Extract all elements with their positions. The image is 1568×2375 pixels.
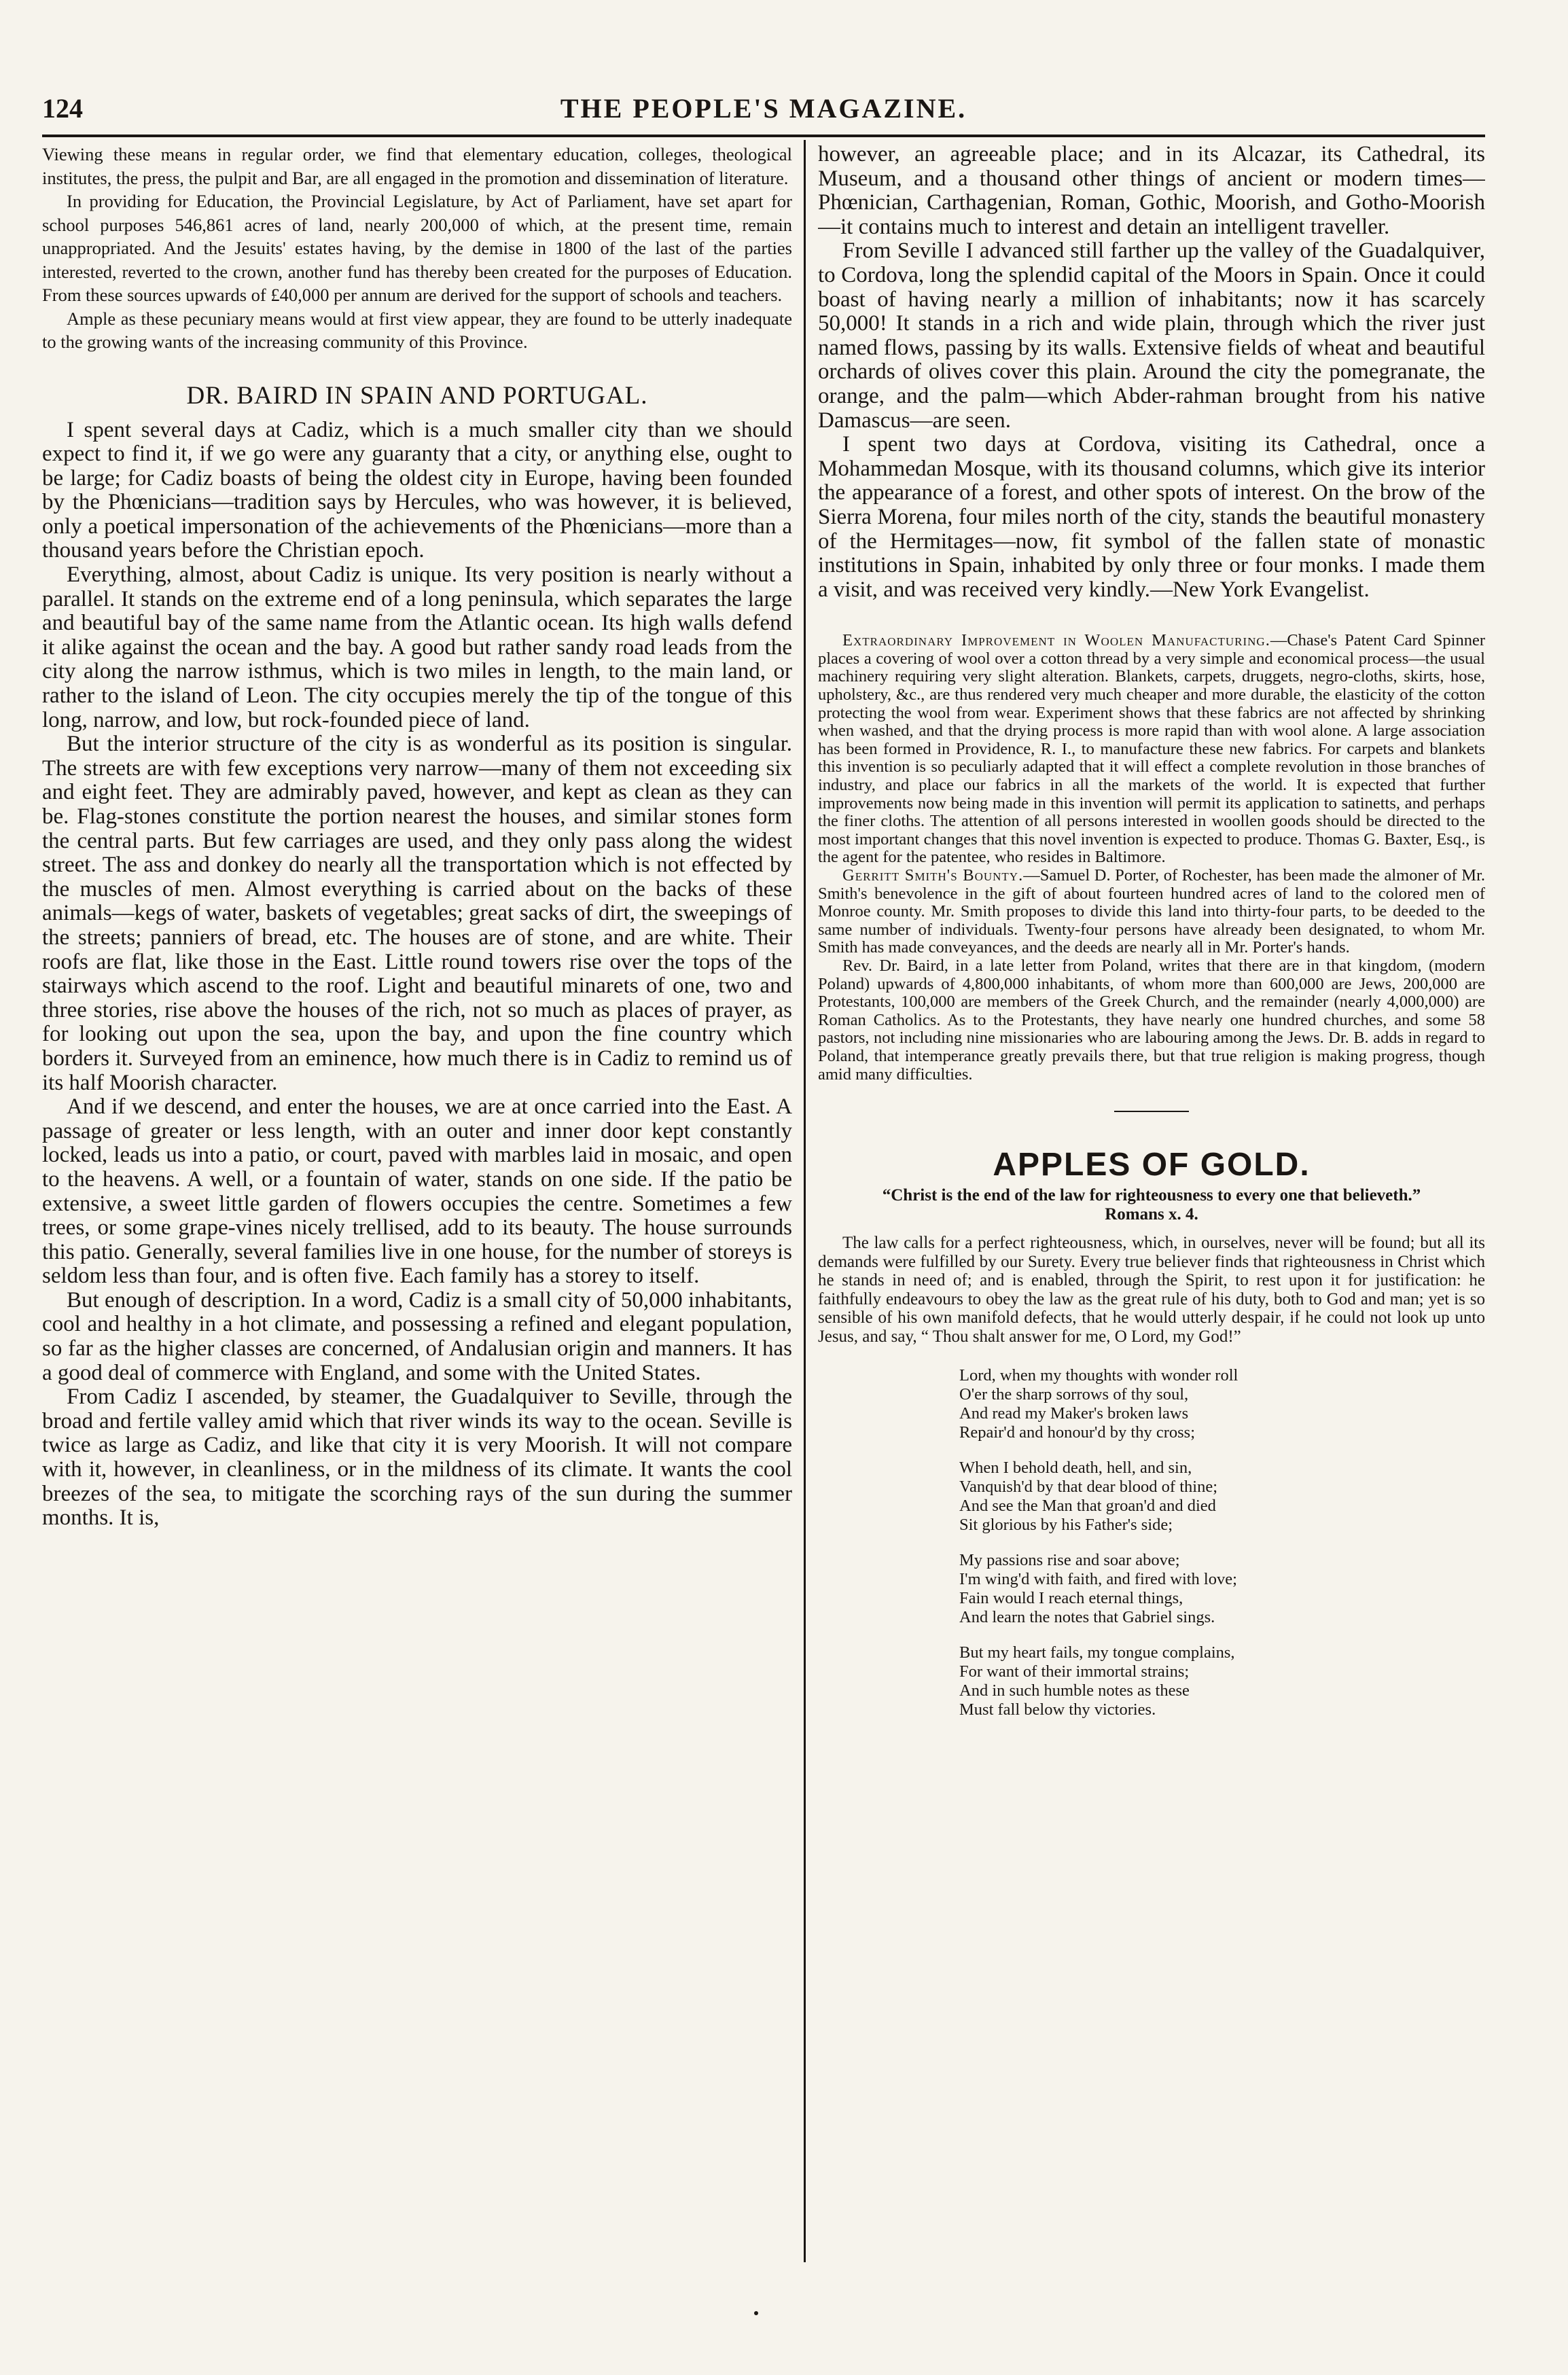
poem-line: Repair'd and honour'd by thy cross; bbox=[959, 1423, 1196, 1442]
intro-paragraph: In providing for Education, the Provincial Legislature, by Act of Parliament, have set apart for school purposes 546,861 acres of land, nearly 200,000 of which, at the present time, remain unappropriated. And the Jesuits' estates having, by the demise in 1800 of the last of the parties interested, reverted to the crown, another fund has thereby been created for the purposes of Education. From these sources upwards of £40,000 per annum are derived for the support of schools and teachers. bbox=[42, 191, 792, 305]
poem-line: Fain would I reach eternal things, bbox=[959, 1589, 1183, 1608]
news-item-lead: Extraordinary Improvement in Woolen Manufacturing. bbox=[842, 631, 1270, 650]
article-paragraph: But the interior structure of the city is as wonderful as its position is singular. The streets are with few exceptions very narrow—many of them not exceeding six and eight feet. They are admirably paved, however, and kept as clean as they can be. Flag-stones constitute the portion nearest the houses, and similar stones form the central parts. But few carriages are used, and they only pass along the widest street. The ass and donkey do nearly all the transportation which is not effected by the muscles of men. Almost everything is carried about on the backs of these animals—kegs of water, baskets of vegetables; great sacks of dirt, the sweepings of the streets; panniers of bread, etc. The houses are of stone, and are white. Their roofs are flat, like those in the East. Little round towers rise over the tops of the stairways which ascend to the roof. Light and beautiful minarets of one, two and three stories, rise above the houses of the rich, not so much as places of prayer, as for looking out upon the sea, upon the bay, and upon the fine country which borders it. Surveyed from an eminence, how much there is in Cadiz to remind us of its half Moorish character. bbox=[42, 732, 792, 1095]
poem-line: I'm wing'd with faith, and fired with love; bbox=[959, 1570, 1237, 1589]
poem-stanza bbox=[959, 1366, 1485, 1442]
article-heading: DR. BAIRD IN SPAIN AND PORTUGAL. bbox=[186, 381, 648, 410]
running-title: THE PEOPLE'S MAGAZINE. bbox=[560, 93, 967, 124]
left-column bbox=[42, 143, 792, 2283]
poem-line: Must fall below thy victories. bbox=[959, 1700, 1156, 1719]
news-item-lead: Gerritt Smith's Bounty. bbox=[842, 866, 1024, 885]
news-item-text: Rev. Dr. Baird, in a late letter from Poland, writes that there are in that kingdom, (modern Poland) upwards of 4,800,000 inhabitants, of whom more than 600,000 are Jews, 200,000 are Protestants, 100,000 are members of the Greek Church, and the remainder (nearly 4,000,000) are Roman Catholics. As to the Protestants, they have nearly one hundred churches, and some 58 pastors, not including nine missionaries who are labouring among the Jews. Dr. B. adds in regard to Poland, that intemperance greatly prevails there, but that true religion is making progress, though amid many difficulties. bbox=[818, 956, 1485, 1084]
article-paragraph: I spent two days at Cordova, visiting its Cathedral, once a Mohammedan Mosque, with its thousand columns, which give its interior the appearance of a forest, and other spots of interest. On the brow of the Sierra Morena, four miles north of the city, stands the beautiful monastery of the Hermitages—now, fit symbol of the fallen state of monastic institutions in Spain, inhabited by only three or four monks. I made them a visit, and was received very kindly.—New York Evangelist. bbox=[818, 432, 1485, 602]
column-rule bbox=[804, 140, 806, 2262]
poem-line: And learn the notes that Gabriel sings. bbox=[959, 1608, 1215, 1627]
article-paragraph: From Cadiz I ascended, by steamer, the Guadalquiver to Seville, through the broad and fertile valley amid which that river winds its way to the ocean. Seville is twice as large as Cadiz, and like that city it is very Moorish. It will not compare with it, however, in cleanliness, or in the mildness of its climate. It wants the cool breezes of the sea, to mitigate the scorching rays of the sun during the summer months. It is, bbox=[42, 1385, 792, 1531]
intro-paragraph: Ample as these pecuniary means would at first view appear, they are found to be utterly inadequate to the growing wants of the increasing community of this Province. bbox=[42, 308, 792, 352]
news-item bbox=[818, 957, 1485, 1084]
poem-line: When I behold death, hell, and sin, bbox=[959, 1459, 1192, 1478]
poem-line: O'er the sharp sorrows of thy soul, bbox=[959, 1385, 1189, 1404]
poem-line: Vanquish'd by that dear blood of thine; bbox=[959, 1478, 1218, 1497]
poem-line: Lord, when my thoughts with wonder roll bbox=[959, 1366, 1239, 1385]
epigraph: “Christ is the end of the law for righteousness to every one that believeth.” bbox=[882, 1186, 1421, 1205]
news-item bbox=[818, 867, 1485, 957]
poem-stanza bbox=[959, 1551, 1485, 1627]
intro-paragraph: Viewing these means in regular order, we find that elementary education, colleges, theological institutes, the press, the pulpit and Bar, are all engaged in the promotion and dissemination of literature. bbox=[42, 144, 792, 188]
poem-line: For want of their immortal strains; bbox=[959, 1662, 1190, 1681]
running-header bbox=[42, 92, 1485, 133]
apples-heading: APPLES OF GOLD. bbox=[993, 1147, 1311, 1183]
page-number: 124 bbox=[42, 93, 83, 124]
article-paragraph: And if we descend, and enter the houses, we are at once carried into the East. A passage of greater or less length, with an outer and inner door kept constantly locked, leads us into a patio, or court, paved with marbles laid in mosaic, and open to the heavens. A well, or a fountain of water, stands on one side. If the patio be extensive, a sweet little garden of flowers occupies the centre. Sometimes a few trees, or some grape-vines nicely trellised, add to its beauty. The house surrounds this patio. Generally, several families live in one house, for the number of storeys is seldom less than four, and is often five. Each family has a storey to itself. bbox=[42, 1094, 792, 1289]
poem-line: Sit glorious by his Father's side; bbox=[959, 1516, 1173, 1535]
apples-paragraph: The law calls for a perfect righteousness, which, in ourselves, never will be found; but all its demands were fulfilled by our Surety. Every true believer finds that righteousness in Christ which he stands in need of; and is enabled, through the Spirit, to rest upon it for justification: he faithfully endeavours to obey the law as the great rule of his duty, both to God and man; yet is so sensible of his own manifold defects, that he would utterly despair, if he could not look up unto Jesus, and say, “ Thou shalt answer for me, O Lord, my God!” bbox=[818, 1234, 1485, 1346]
poem-line: But my heart fails, my tongue complains, bbox=[959, 1643, 1235, 1662]
article-paragraph: But enough of description. In a word, Cadiz is a small city of 50,000 inhabitants, cool and healthy in a hot climate, and possessing a refined and elegant population, so far as the higher classes are concerned, of Andalusian origin and manners. It has a good deal of commerce with England, and some with the United States. bbox=[42, 1287, 792, 1385]
poem-line: My passions rise and soar above; bbox=[959, 1551, 1180, 1570]
news-item-text: —Chase's Patent Card Spinner places a covering of wool over a cotton thread by a very simple and economical process—the usual machinery requiring very slight alteration. Blankets, carpets, druggets, negro-cloths, skirts, hose, upholstery, &c., are thus rendered very much cheaper and more durable, the elasticity of the cotton protecting the wool from wear. Experiment shows that these fabrics are not affected by shrinking when washed, and that the drying process is more rapid than with wool alone. A large association has been formed in Providence, R. I., to manufacture these new fabrics. For carpets and blankets this invention is so peculiarly adapted that it will effect a complete revolution in those branches of industry, and place our fabrics in all the markets of the world. It is expected that further improvements now being made in this invention will permit its application to satinetts, and perhaps the finer cloths. The attention of all persons interested in woollen goods should be directed to the most important changes that this novel invention is expected to produce. Thomas G. Baxter, Esq., is the agent for the patentee, who resides in Baltimore. bbox=[818, 631, 1485, 867]
poem-stanza bbox=[959, 1643, 1485, 1719]
page-dot bbox=[754, 2311, 758, 2315]
poem-line: And in such humble notes as these bbox=[959, 1681, 1190, 1700]
news-item bbox=[818, 632, 1485, 867]
article-paragraph: however, an agreeable place; and in its Alcazar, its Cathedral, its Museum, and a thousand other things of ancient or modern times—Phœnician, Carthagenian, Roman, Gothic, Moorish, and Gotho-Moorish—it contains much to interest and detain an intelligent traveller. bbox=[818, 143, 1485, 239]
news-item-text: —Samuel D. Porter, of Rochester, has been made the almoner of Mr. Smith's benevolence in the gift of about fourteen hundred acres of land to the colored men of Monroe county. Mr. Smith proposes to divide this land into thirty-four parts, to be deeded to the same number of individuals. Twenty-four persons have already been designated, to whom Mr. Smith has made conveyances, and the deeds are nearly all in Mr. Porter's hands. bbox=[818, 866, 1485, 957]
article-paragraph: Everything, almost, about Cadiz is unique. Its very position is nearly without a parallel. It stands on the extreme end of a long peninsula, which separates the large and beautiful bay of the same name from the Atlantic ocean. Its high walls defend it alike against the ocean and the bay. A good but rather sandy road leads from the city along the narrow isthmus, which is two miles in length, to the main land, or rather to the island of Leon. The city occupies merely the tip of the tongue of this long, narrow, and low, but rock-founded piece of land. bbox=[42, 562, 792, 732]
epigraph-reference: Romans x. 4. bbox=[1105, 1205, 1198, 1224]
article-paragraph: I spent several days at Cadiz, which is a much smaller city than we should expect to find it, if we go were any guaranty that a city, or anything else, ought to be large; for Cadiz boasts of being the oldest city in Europe, having been founded by the Phœnicians—tradition says by Hercules, who was however, it is believed, only a poetical impersonation of the achievements of the Phœnicians—more than a thousand years before the Christian epoch. bbox=[42, 417, 792, 563]
header-rule bbox=[42, 135, 1485, 137]
article-paragraph: From Seville I advanced still farther up the valley of the Guadalquiver, to Cordova, long the splendid capital of the Moors in Spain. Once it could boast of having nearly a million of inhabitants; now it has scarcely 50,000! It stands in a rich and wide plain, through which the river just named flows, passing by its walls. Extensive fields of wheat and beautiful orchards of olives cover this plain. Around the city the pomegranate, the orange, and the palm—which Abder-rahman brought from his native Damascus—are seen. bbox=[818, 238, 1485, 433]
poem-stanza bbox=[959, 1459, 1485, 1535]
right-column bbox=[818, 143, 1485, 2283]
hymn-poem bbox=[959, 1366, 1485, 1719]
poem-line: And read my Maker's broken laws bbox=[959, 1404, 1189, 1423]
poem-line: And see the Man that groan'd and died bbox=[959, 1497, 1216, 1516]
